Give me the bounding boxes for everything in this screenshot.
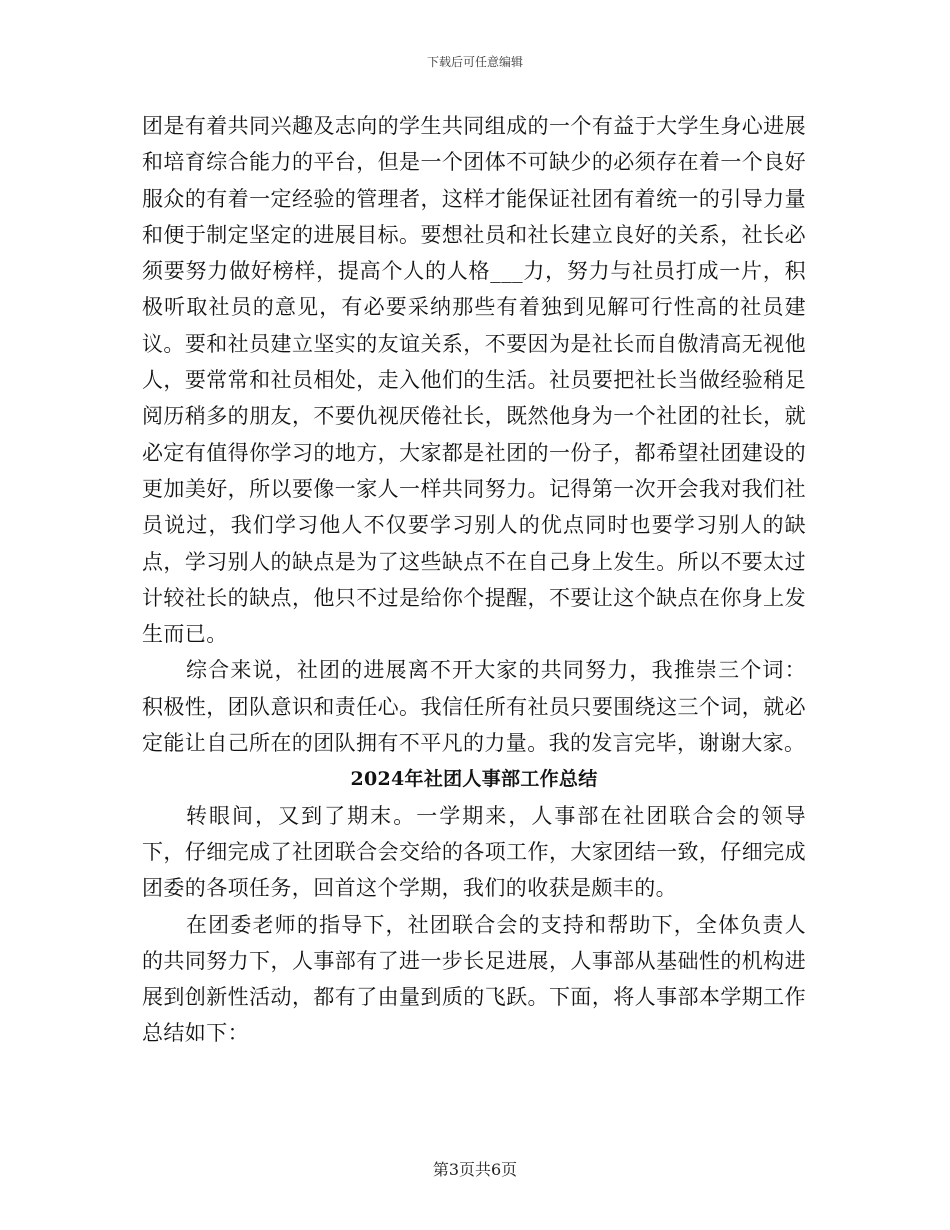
section-title: 2024年社团人事部工作总结 xyxy=(350,768,598,791)
page-header-note: 下载后可任意编辑 xyxy=(426,55,523,69)
paragraph-club-leadership: 团是有着共同兴趣及志向的学生共同组成的一个有益于大学生身心进展和培育综合能力的平台，但是一个团体不可缺少的必须存在着一个良好服众的有着一定经验的管理者，这样才能保证社团有着统一的引导力量和便于制定坚定的进展目标。要想社员和社长建立良好的关系，社长必须要努力做好榜样，提高个人的人格___力，努力与社员打成一片，积极听取社员的意见，有必要采纳那些有着独到见解可行性高的社员建议。要和社员建立坚实的友谊关系，不要因为是社长而自傲清高无视他人，要常常和社员相处，走入他们的生活。社员要把社长当做经验稍足阅历稍多的朋友，不要仇视厌倦社长，既然他身为一个社团的社长，就必定有值得你学习的地方，大家都是社团的一份子，都希望社团建设的更加美好，所以要像一家人一样共同努力。记得第一次开会我对我们社员说过，我们学习他人不仅要学习别人的优点同时也要学习别人的缺点，学习别人的缺点是为了这些缺点不在自己身上发生。所以不要太过计较社长的缺点，他只不过是给你个提醒，不要让这个缺点在你身上发生而已。 xyxy=(142,114,806,647)
page-number: 第3页共6页 xyxy=(432,1160,518,1179)
document-body xyxy=(142,108,806,1052)
paragraph-semester-intro: 转眼间，又到了期末。一学期来，人事部在社团联合会的领导下，仔细完成了社团联合会交给的各项工作，大家团结一致，仔细完成团委的各项任务，回首这个学期，我们的收获是颇丰的。 xyxy=(142,803,806,901)
paragraph-conclusion: 综合来说，社团的进展离不开大家的共同努力，我推崇三个词：积极性，团队意识和责任心。我信任所有社员只要围绕这三个词，就必定能让自己所在的团队拥有不平凡的力量。我的发言完毕，谢谢大家。 xyxy=(142,658,806,756)
paragraph-progress-summary: 在团委老师的指导下，社团联合会的支持和帮助下，全体负责人的共同努力下，人事部有了进一步长足进展，人事部从基础性的机构进展到创新性活动，都有了由量到质的飞跃。下面，将人事部本学期工作总结如下： xyxy=(142,912,806,1046)
